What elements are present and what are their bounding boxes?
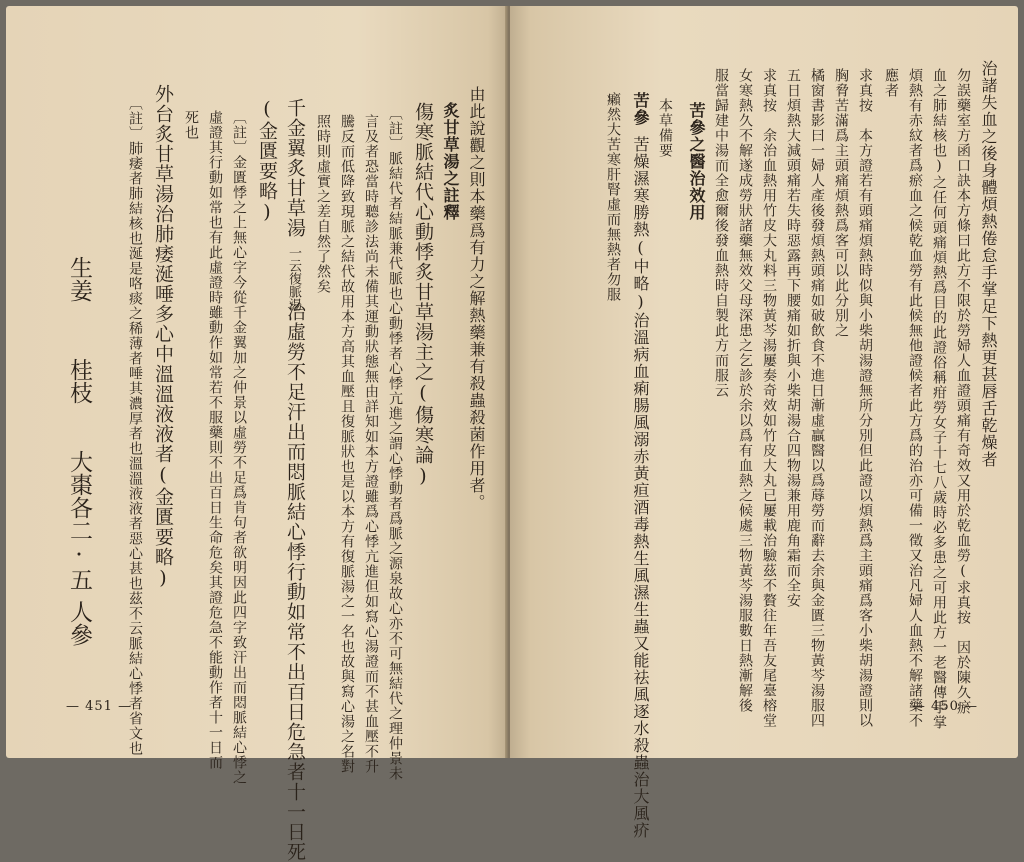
right-col-8: 橘窗書影曰一婦人產後發煩熱頭痛如破飲食不進日漸虛贏醫以爲蓐勞而辭去余與金匱三物黃芩湯服四 [809,68,825,728]
left-heading: 炙甘草湯之註釋 [441,102,460,221]
formula-item: 大棗各二·五 [66,450,92,591]
left-col-1: 由此說觀之則本藥爲有力之解熱藥兼有殺蟲殺菌作用者。 [467,86,486,511]
right-col-7: 胸脅苦滿爲主頭痛煩熱爲客可以此分別之 [833,68,849,338]
right-col-16: 癩然大苦寒肝腎虛而無熱者勿服 [605,92,621,302]
left-col-8-note: 一云復脈湯 [286,246,301,311]
left-col-5: 言及者恐當時聽診法尚未備其運動狀態無由詳知如本方證雖爲心悸亢進但如寫心湯證而不甚血壓不升 [363,114,379,774]
left-col-8-b: 治虛勞不足汗出而悶脈結心悸行動如常不出百日危急者十一日死 [284,302,306,862]
left-col-11: 虛證其行動如常也有此虛證時雖動作如常若不服藥則不出百日生命危矣其證危急不能動作者十一日而 [207,110,223,770]
right-col-14: 本草備要 [657,98,673,158]
right-col-6: 求真按 本方證若有頭痛煩熱時似與小柴胡湯證無所分別但此證以煩熱爲主頭痛爲客小柴胡湯證則以 [857,68,873,728]
left-col-7: 照時則虛實之差自然了然矣 [315,114,331,294]
formula-item: 桂枝 [66,358,92,404]
right-col-2: 勿誤藥室方函口訣本方條曰此方不限於勞婦人血證頭痛有奇效又用於乾血勞(求真按 因於陳久瘀 [955,68,971,715]
left-col-8: 千金翼炙甘草湯 [284,98,306,238]
page-number-right: — 450 — [911,699,978,714]
right-col-5: 應者 [883,68,899,98]
right-col-4: 煩熱有赤紋者爲瘀血之候乾血勞有此候無他證候者此方爲的治亦可備一徵又治凡婦人血熱不解諸藥不 [907,68,923,728]
left-col-6: 騰反而低降致現脈之結代故用本方高其血壓且復脈狀也是以本方有復脈湯之一名也故與寫心湯之名對 [339,114,355,774]
left-col-10: 〔註〕金匱悸之上無心字今從千金翼加之仲景以虛勞不足爲肯句者欲明因此四字致汗出而悶脈結心悸之 [231,110,247,785]
formula-item: 人參 [66,600,92,646]
right-col-10: 求真按 余治血熱用竹皮大丸料三物黃芩湯屢奏奇效如竹皮大丸已屢載治驗茲不贅往年吾友尾臺榕堂 [761,68,777,728]
right-page [510,6,1018,839]
left-col-13: 外台炙甘草湯治肺痿涎唾多心中溫溫液液者(金匱要略) [152,84,174,590]
formula-item: 生姜 [66,256,92,302]
right-col-12: 服當歸建中湯而全愈爾後發血熱時自製此方而服云 [713,68,729,398]
right-col-9: 五日煩熱大減頭痛若失時惡露再下腰痛如折與小柴胡湯合四物湯兼用鹿角霜而全安 [785,68,801,608]
right-col-1: 治諸失血之後身體煩熱倦怠手掌足下熱更甚唇舌乾燥者 [979,60,998,468]
left-col-3: 傷寒脈結代心動悸炙甘草湯主之(傷寒論) [412,102,434,488]
right-col-15: 苦燥濕寒勝熱(中略)治溫病血痢腸風溺赤黃疸酒毒熱生風濕生蟲又能祛風逐水殺蟲治大風疥 [631,136,650,839]
left-page [6,6,508,862]
right-col-11: 女寒熱久不解遂成勞狀諸藥無效父母深患之乞診於余以爲有血熱之候處三物黃芩湯服數日熱漸解後 [737,68,753,713]
page-number-left: — 451 — [66,699,133,714]
left-col-4: 〔註〕脈結代者結脈兼代脈也心動悸者心悸亢進之謂心悸動者爲脈之源泉故心亦不可無結代之理仲景未 [387,106,403,781]
right-heading: 苦參之醫治效用 [687,102,706,221]
left-col-12: 死也 [183,110,199,140]
right-col-15-title: 苦參 [631,92,650,126]
right-col-3: 血之肺結核也)之任何頭痛煩熱爲目的此證俗稱疳勞女子十七八歲時必多患之可用此方一老醫傳手掌 [931,68,947,730]
left-col-9: (金匱要略) [256,98,278,224]
left-col-14: 〔註〕肺痿者肺結核也涎是咯痰之稀薄者唾其濃厚者也溫溫液液者惡心甚也茲不云脈結心悸者省文也 [127,96,143,756]
